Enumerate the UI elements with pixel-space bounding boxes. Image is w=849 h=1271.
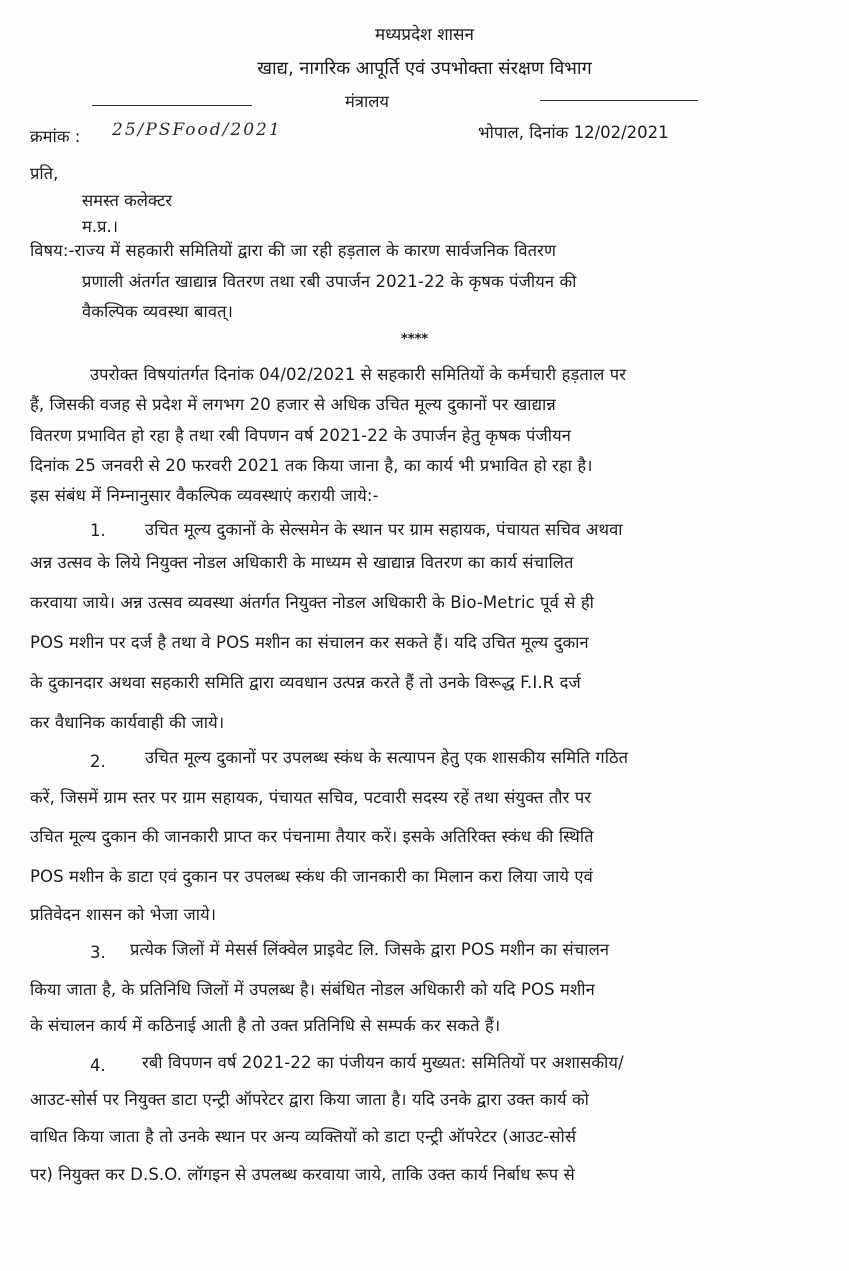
addressee-state: म.प्र.। (82, 217, 118, 236)
point-line: अन्न उत्सव के लिये नियुक्त नोडल अधिकारी के माध्यम से खाद्यान्न वितरण का कार्य संचालित (30, 553, 574, 572)
subject-line: विषय:-राज्य में सहकारी समितियों द्वारा की जा रही हड़ताल के कारण सार्वजनिक वितरण (30, 241, 557, 260)
point-line: पर) नियुक्त कर D.S.O. लॉगइन से उपलब्ध करवाया जाये, ताकि उक्त कार्य निर्बाध रूप से (30, 1165, 575, 1184)
blank-underline-right (540, 100, 698, 101)
point-number: 2. (90, 752, 106, 771)
point-line: कर वैधानिक कार्यवाही की जाये। (30, 713, 225, 732)
point-line: करवाया जाये। अन्न उत्सव व्यवस्था अंतर्गत नियुक्त नोडल अधिकारी के Bio-Metric पूर्व से ही (30, 593, 594, 612)
point-line: POS मशीन के डाटा एवं दुकान पर उपलब्ध स्कंध की जानकारी का मिलान करा लिया जाये एवं (30, 867, 593, 886)
point-number: 1. (90, 521, 106, 540)
point-line: किया जाता है, के प्रतिनिधि जिलों में उपलब्ध है। संबंधित नोडल अधिकारी को यदि POS मशीन (30, 980, 595, 999)
to-label: प्रति, (30, 164, 59, 183)
point-number: 4. (90, 1056, 106, 1075)
place-date: भोपाल, दिनांक 12/02/2021 (478, 123, 669, 142)
point-line: उचित मूल्य दुकानों के सेल्समेन के स्थान पर ग्राम सहायक, पंचायत सचिव अथवा (145, 520, 623, 539)
intro-line: वितरण प्रभावित हो रहा है तथा रबी विपणन वर्ष 2021-22 के उपार्जन हेतु कृषक पंजीयन (30, 426, 571, 445)
blank-underline (92, 105, 252, 106)
intro-line: उपरोक्त विषयांतर्गत दिनांक 04/02/2021 से सहकारी समितियों के कर्मचारी हड़ताल पर (90, 365, 627, 384)
point-line: रबी विपणन वर्ष 2021-22 का पंजीयन कार्य मुख्यत: समितियों पर अशासकीय/ (142, 1053, 624, 1072)
ref-number: 25/PSFood/2021 (112, 120, 282, 140)
intro-line: दिनांक 25 जनवरी से 20 फरवरी 2021 तक किया जाना है, का कार्य भी प्रभावित हो रहा है। (30, 456, 593, 475)
ref-label: क्रमांक : (30, 127, 81, 146)
point-line: POS मशीन पर दर्ज है तथा वे POS मशीन का संचालन कर सकते हैं। यदि उचित मूल्य दुकान (30, 633, 589, 652)
subject-line: प्रणाली अंतर्गत खाद्यान्न वितरण तथा रबी उपार्जन 2021-22 के कृषक पंजीयन की (82, 272, 577, 291)
point-number: 3. (90, 943, 106, 962)
point-line: के दुकानदार अथवा सहकारी समिति द्वारा व्यवधान उत्पन्न करते हैं तो उनके विरूद्ध F.I.R दर्ज (30, 673, 581, 692)
department-heading: खाद्य, नागरिक आपूर्ति एवं उपभोक्ता संरक्षण विभाग (257, 58, 592, 79)
separator: **** (401, 332, 429, 347)
point-line: आउट-सोर्स पर नियुक्त डाटा एन्ट्री ऑपरेटर द्वारा किया जाता है। यदि उनके द्वारा उक्त कार्य को (30, 1090, 590, 1109)
point-line: के संचालन कार्य में कठिनाई आती है तो उक्त प्रतिनिधि से सम्पर्क कर सकते हैं। (30, 1016, 501, 1035)
addressee-name: समस्त कलेक्टर (82, 191, 173, 210)
point-line: प्रत्येक जिलों में मेसर्स लिंक्वेल प्राइवेट लि. जिसके द्वारा POS मशीन का संचालन (130, 940, 610, 959)
point-line: उचित मूल्य दुकान की जानकारी प्राप्त कर पंचनामा तैयार करें। इसके अतिरिक्त स्कंध की स्थिति (30, 827, 594, 846)
point-line: करें, जिसमें ग्राम स्तर पर ग्राम सहायक, पंचायत सचिव, पटवारी सदस्य रहें तथा संयुक्त तौर पर (30, 788, 592, 807)
ministry-heading: मंत्रालय (345, 92, 390, 111)
intro-line: हैं, जिसकी वजह से प्रदेश में लगभग 20 हजार से अधिक उचित मूल्य दुकानों पर खाद्यान्न (30, 395, 556, 414)
point-line: उचित मूल्य दुकानों पर उपलब्ध स्कंध के सत्यापन हेतु एक शासकीय समिति गठित (145, 748, 629, 767)
point-line: वाधित किया जाता है तो उनके स्थान पर अन्य व्यक्तियों को डाटा एन्ट्री ऑपरेटर (आउट-सोर्स (30, 1127, 577, 1146)
intro-line: इस संबंध में निम्नानुसार वैकल्पिक व्यवस्थाएं करायी जाये:- (30, 486, 379, 505)
subject-line: वैकल्पिक व्यवस्था बावत्। (82, 302, 233, 321)
point-line: प्रतिवेदन शासन को भेजा जाये। (30, 905, 217, 924)
government-heading: मध्यप्रदेश शासन (375, 25, 474, 45)
